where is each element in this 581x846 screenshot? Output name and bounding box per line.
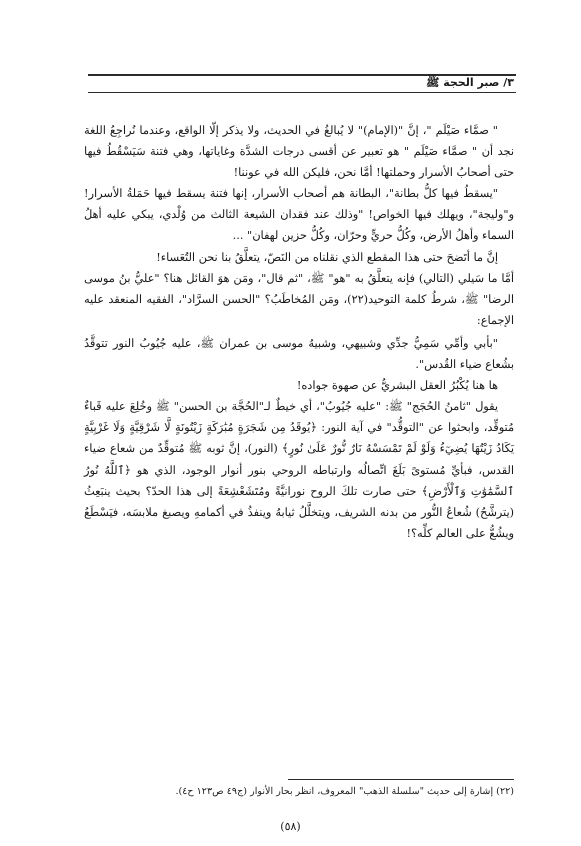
footnote-rule [288, 779, 514, 780]
paragraph: أمَّا ما سَيلي (التالي) فإنه يتعلَّقُ به "هو" ﷺ، "ثم قال"، ومَن هوَ القائل هنا؟ "عليُّ بنُ موسى الرضا" ﷺ، شرطُ كلمة التوحيد(٢٢)، ومَن المُخاطَبُ؟ "الحسن السرَّاد"، الفقيه المنعقد عليه الإجماع: [84, 271, 514, 327]
paragraph: " صمَّاء صَيْلَم "، إنَّ "(الإمام)" لا يُبالغُ في الحديث، ولا يذكر إلّا الواقع، وعندما نُراجِعُ اللغة نجد أن " صمَّاء صَيْلَم " هو تعبير عن أقسى درجات الشدَّة وغاياتها، وهي فتنة سَيَسْقُطُ فيها حتى أصحابُ الأسرار وحملتها! أمَّا نحن، فليكن الله في عوننا! [84, 124, 514, 180]
quote-paragraph: "بأبي وأمِّي سَمِيُّ جدِّي وشبيهي، وشبيهُ موسى بن عمران ﷺ، عليه جُيُوبُ النور تتوقَّدُ بشُعاع ضياء القُدس". [84, 336, 514, 372]
header-bottom-rule [88, 92, 516, 93]
header-title: ٣/ صبر الحجة ﷺ [426, 76, 514, 89]
page-number: (٥٨) [280, 820, 301, 833]
running-header [88, 74, 516, 92]
paragraph: يقول "ثامنُ الحُجَج" ﷺ: "عليه جُيُوبُ"، أي خيطٌ لـ"الحُجَّة بن الحسن" ﷺ وخُلِعَ عليه قَباءٌ مُتوقِّد، وابحثوا عن "التوقُّد" في آية النور: ﴿يُوقَدُ مِن شَجَرَةٍ مُبَٰرَكَةٍ زَيْتُونَةٍ لَّا شَرْقِيَّةٍ وَلَا غَرْبِيَّةٍ يَكَادُ زَيْتُهَا يُضِيٓءُ وَلَوْ لَمْ تَمْسَسْهُ نَارٌ نُّورٌ عَلَىٰ نُورٍ﴾ (النور)، إنَّ ثوبه ﷺ مُتوقِّدٌ من شعاع ضياء القدس، فبأيِّ مُستوىً بَلَغَ اتِّصالُه وارتباطه الروحي بنور أنوار الوجود، الذي هو ﴿ٱللَّهُ نُورُ ٱلسَّمَٰوَٰتِ وَٱلْأَرْضِ﴾ حتى صارت تلكَ الروح نورانيَّةً ومُتَشَعْشِعَةً إلى هذا الحدّ؟ بحيث ينبَعِثُ (يترشَّحُ) شُعاعُ النُّور من بدنه الشريف، ويتخلَّلُ ثيابهُ وينفذُ في أكمامهِ ويصبغ ملابسَه، فيَسْطَعُ ويشُعُّ على العالم كلِّه؟! [84, 400, 514, 540]
body-text [84, 120, 514, 544]
paragraph: "يسقطُ فيها كلُّ بطانة"، البطانة هم أصحاب الأسرار، إنها فتنة يسقط فيها حَمَلةُ الأسرار! و"وليجة"، ويهلك فيها الخواص! "وذلك عند فقدان الشيعة الثالث من وُلْدي، يبكي عليه أهلُ السماء وأهلُ الأرض، وكُلُّ حريٍّ وحرّان، وكُلُّ حزين لهفان" ... [84, 187, 514, 243]
paragraph: ها هنا يُكْبُرُ العقل البشريُّ عن صهوة جواده! [296, 379, 498, 393]
paragraph: إنَّ ما أتَضحَ حتى هذا المقطع الذي نقلناه من النَصّ، يتعلَّقُ بنا نحن التُعَساء! [156, 250, 498, 264]
footnote: (٢٢) إشارة إلى حديث "سلسلة الذهب" المعروف، انظر بحار الأنوار (ج٤٩ ص١٢٣ ح٤). [175, 786, 514, 797]
